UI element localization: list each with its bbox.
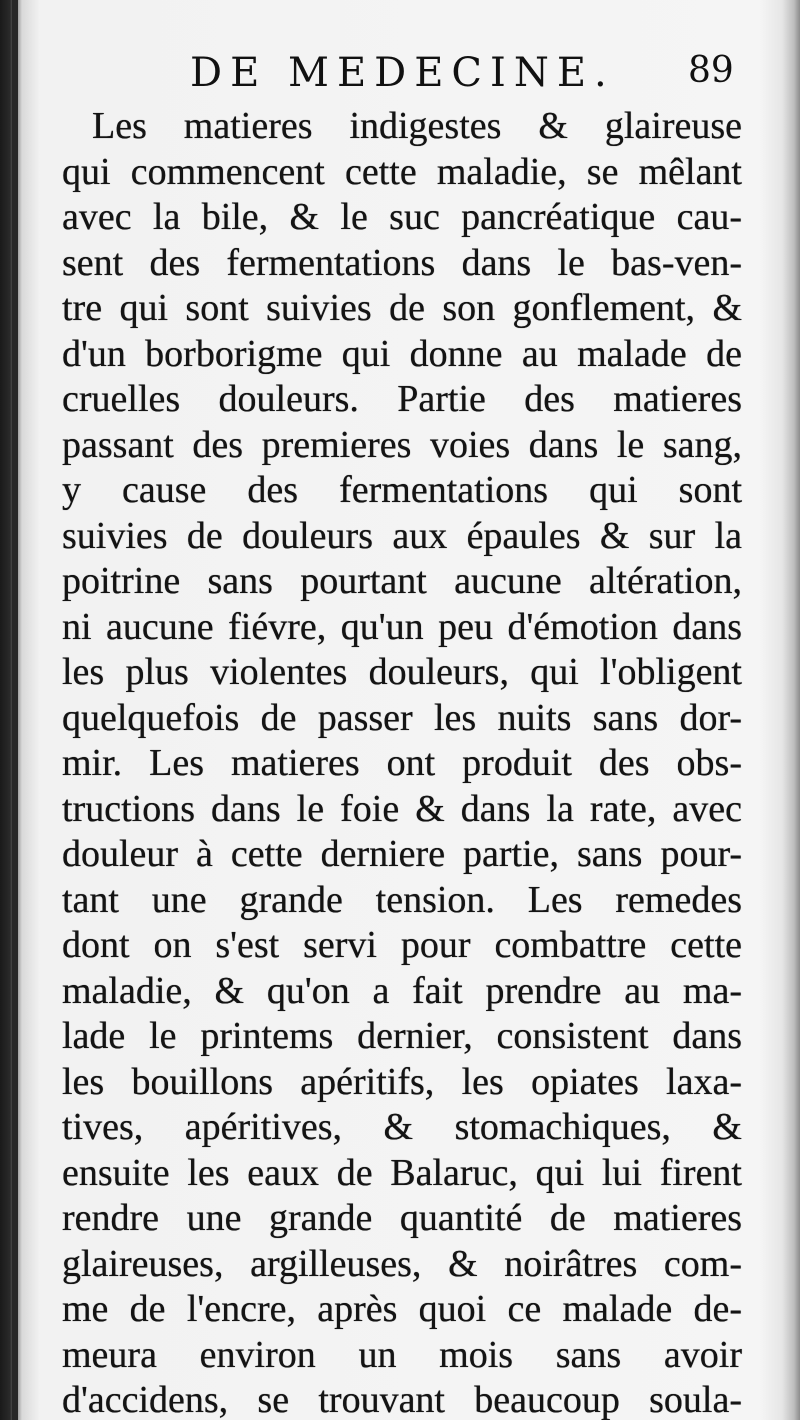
body-text (62, 104, 742, 1420)
text-line: quelquefois de passer les nuits sans dor- (62, 696, 742, 739)
text-line: rendre une grande quantité de matieres (62, 1197, 742, 1239)
text-line: tre qui sont suivies de son gonflement, & (62, 287, 742, 329)
text-line: ni aucune fiévre, qu'un peu d'émotion dans (62, 605, 742, 648)
page-gutter-shadow (12, 0, 18, 1420)
text-line: tant une grande tension. Les remedes (62, 878, 742, 921)
text-line: me de l'encre, après quoi ce malade de- (62, 1288, 742, 1330)
text-line: sent des fermentations dans le bas-ven- (62, 241, 742, 284)
text-line: avec la bile, & le suc pancréatique cau- (62, 196, 742, 238)
text-line: glaireuses, argilleuses, & noirâtres com- (62, 1242, 742, 1285)
text-line: y cause des fermentations qui sont (62, 469, 742, 511)
text-line: ensuite les eaux de Balaruc, qui lui firent (62, 1151, 742, 1194)
page-number: 89 (688, 50, 734, 91)
text-line: qui commencent cette maladie, se mêlant (62, 150, 742, 193)
text-line: meura environ un mois sans avoir (62, 1333, 742, 1376)
page-header (0, 50, 800, 102)
text-line: les plus violentes douleurs, qui l'obligent (62, 651, 742, 693)
text-line: d'un borborigme qui donne au malade de (62, 332, 742, 375)
text-line: cruelles douleurs. Partie des matieres (62, 378, 742, 420)
text-line: maladie, & qu'on a fait prendre au ma- (62, 969, 742, 1012)
text-line: suivies de douleurs aux épaules & sur la (62, 514, 742, 557)
text-line: tives, apéritives, & stomachiques, & (62, 1106, 742, 1148)
text-line: tructions dans le foie & dans la rate, avec (62, 787, 742, 830)
text-line: les bouillons apéritifs, les opiates laxa- (62, 1060, 742, 1103)
text-line: dont on s'est servi pour combattre cette (62, 924, 742, 966)
text-line: Les matieres indigestes & glaireuse (92, 105, 742, 147)
text-line: poitrine sans pourtant aucune altération, (62, 560, 742, 602)
text-line: passant des premieres voies dans le sang, (62, 423, 742, 466)
text-line: douleur à cette derniere partie, sans pour- (62, 833, 742, 875)
text-line: d'accidens, se trouvant beaucoup soula- (62, 1379, 742, 1420)
text-line: mir. Les matieres ont produit des obs- (62, 742, 742, 784)
running-head: DE MEDECINE. (190, 50, 615, 96)
text-line: lade le printems dernier, consistent dans (62, 1015, 742, 1057)
